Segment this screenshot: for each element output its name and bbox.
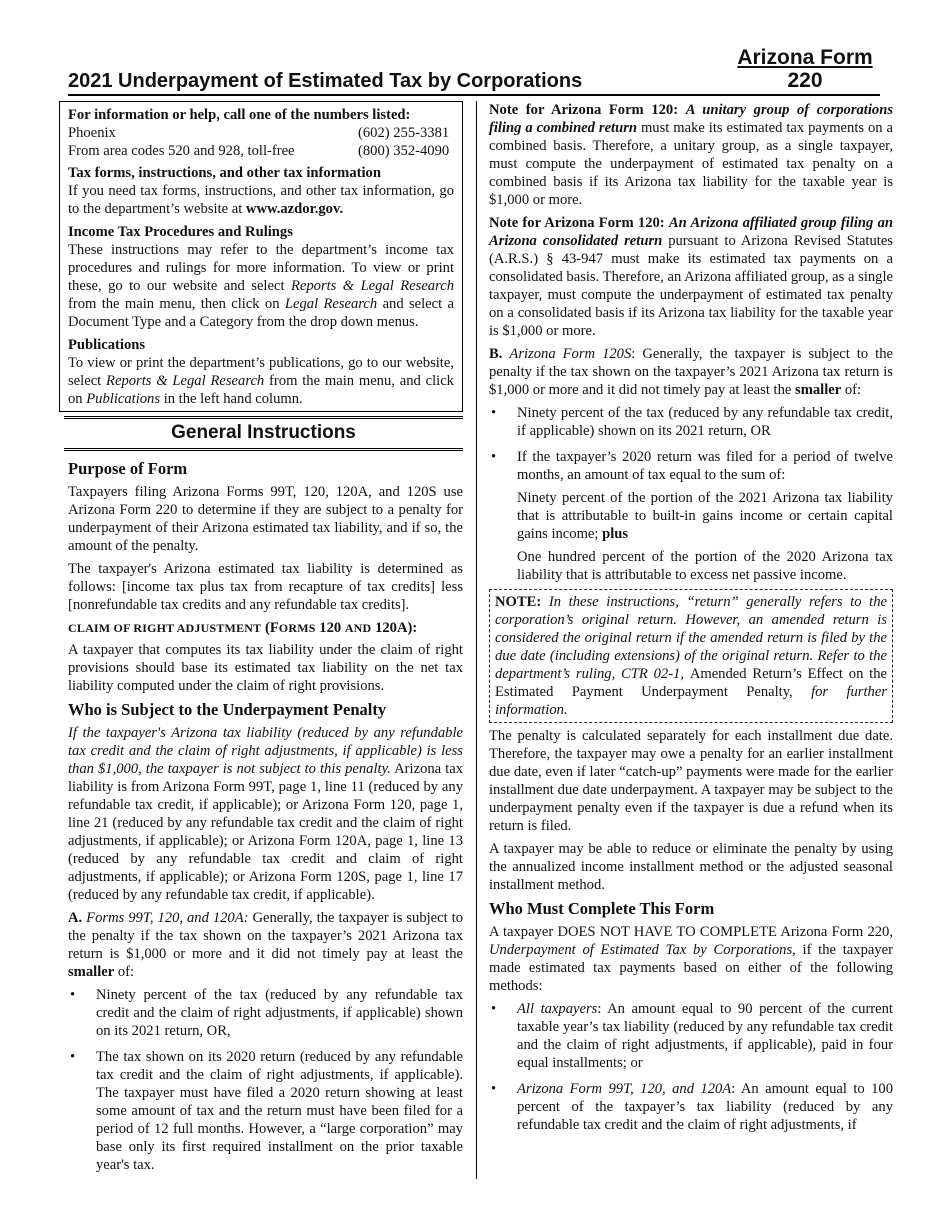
phone-number: (800) 352-4090 bbox=[358, 143, 450, 159]
bullet-icon: • bbox=[491, 1001, 497, 1017]
form-id-line1: Arizona Form bbox=[737, 46, 873, 69]
section-b-text: B. Arizona Form 120S: Generally, the taxpayer is subject to the penalty if the tax shown on the taxpayer’s 2021 Arizona tax return is $1,000 or more and it did not timely pay at least the smaller of: bbox=[489, 346, 893, 398]
who-complete-text: A taxpayer DOES NOT HAVE TO COMPLETE Arizona Form 220, Underpayment of Estimated Tax by Corporations, if the taxpayer made estimated tax payments based on either of the following methods: bbox=[489, 924, 893, 994]
bullet-icon: • bbox=[491, 1081, 497, 1097]
list-item: • The tax shown on its 2020 return (reduced by any refundable tax credit and the claim of right adjustments, if applicable). The taxpayer must have filed a 2020 return showing at least some amount of tax and the return must have been filed for a period of 12 full months. However, a “large corporation” may base only its first required installment on the prior taxable year's tax. bbox=[70, 1049, 463, 1173]
phone-number: (602) 255-3381 bbox=[358, 125, 450, 141]
forms-text: If you need tax forms, instructions, and other tax information, go to the department’s website at www.azdor.gov. bbox=[68, 183, 454, 217]
list-item: • Arizona Form 99T, 120, and 120A: An amount equal to 100 percent of the taxpayer’s tax liability (reduced by any refundable tax credit and the claim of right adjustments, if bbox=[491, 1081, 894, 1133]
list-item: • All taxpayers: An amount equal to 90 percent of the current taxable year’s tax liability (reduced by any refundable tax credit and the claim of right adjustments, if applicable), paid in four equal installments; or bbox=[491, 1001, 893, 1071]
penalty-paragraph: A taxpayer may be able to reduce or eliminate the penalty by using the annualized income installment method or the adjusted seasonal installment method. bbox=[489, 841, 893, 893]
right-column bbox=[489, 101, 893, 1142]
section-a-text: A. Forms 99T, 120, and 120A: Generally, the taxpayer is subject to the penalty if the tax shown on the taxpayer’s 2021 Arizona tax return is $1,000 or more and it did not timely pay at least the smaller of: bbox=[68, 910, 463, 980]
bullet-icon: • bbox=[70, 987, 76, 1003]
column-divider bbox=[476, 101, 477, 1179]
who-subject-text: If the taxpayer's Arizona tax liability (reduced by any refundable tax credit and the claim of right adjustments, if applicable) is less than $1,000, the taxpayer is not subject to this penalty. Arizona tax liability is from Arizona Form 99T, page 1, line 11 (reduced by any refundable tax credit, if applicable); or Arizona Form 120, page 1, line 21 (reduced by any refundable tax credit and the claim of right adjustments, if applicable); or Arizona Form 120A, page 1, line 13 (reduced by any refundable tax credit and claim of right adjustments, if applicable); or Arizona Form 120S, page 1, line 17 (reduced by any refundable tax credit, if applicable). bbox=[68, 725, 464, 903]
note-form120-combined: Note for Arizona Form 120: A unitary group of corporations filing a combined return must make its estimated tax payments on a combined basis. Therefore, a unitary group, as a single taxpayer, must compute the underpayment of estimated tax penalty on a combined basis if its Arizona tax liability for the taxable year is $1,000 or more. bbox=[489, 102, 894, 208]
claim-text: A taxpayer that computes its tax liability under the claim of right provisions should base its estimated tax liability on the net tax liability computed under the claim of right provisions. bbox=[68, 642, 463, 694]
phone-label: Phoenix bbox=[68, 125, 116, 141]
penalty-paragraph: The penalty is calculated separately for each installment due date. Therefore, the taxpayer may owe a penalty for an earlier installment due date, even if later “catch-up” payments were made for the earlier installment due date underpayment. A taxpayer may be subject to the underpayment penalty even if the taxpayer is due a refund when its return is filed. bbox=[489, 728, 893, 834]
who-complete-heading: Who Must Complete This Form bbox=[489, 899, 715, 918]
procedures-text: These instructions may refer to the department’s income tax procedures and rulings for more information. To view or print these, go to our website and select Reports & Legal Research from the main menu, then click on Legal Research and select a Document Type and a Category from the drop down menus. bbox=[68, 242, 455, 330]
procedures-heading: Income Tax Procedures and Rulings bbox=[68, 224, 293, 240]
who-subject-heading: Who is Subject to the Underpayment Penalty bbox=[68, 700, 387, 719]
phone-label: From area codes 520 and 928, toll-free bbox=[68, 143, 295, 159]
purpose-paragraph: The taxpayer's Arizona estimated tax liability is determined as follows: [income tax plus tax from recapture of tax credits] less [nonrefundable tax credits and any refundable tax credits]. bbox=[68, 561, 463, 613]
list-item: • Ninety percent of the tax (reduced by any refundable tax credit and the claim of right adjustments, if applicable) shown on its 2021 return, OR, bbox=[70, 987, 463, 1039]
website-link[interactable]: www.azdor.gov. bbox=[245, 201, 344, 217]
bullet-icon: • bbox=[70, 1049, 76, 1065]
left-column bbox=[59, 101, 463, 1182]
publications-heading: Publications bbox=[68, 337, 146, 353]
note-box: NOTE: In these instructions, “return” generally refers to the corporation’s original return. However, an amended return is considered the original return if the amended return is filed by the due date (including extensions) of the original return. Refer to the department’s ruling, CTR 02-1, Amended Return’s Effect on the Estimated Payment Underpayment Penalty, for further information. bbox=[489, 589, 893, 723]
section-b-list bbox=[489, 404, 893, 484]
bullet-icon: • bbox=[491, 449, 497, 465]
page-title: 2021 Underpayment of Estimated Tax by Corporations bbox=[68, 70, 880, 96]
list-item: • If the taxpayer’s 2020 return was filed for a period of twelve months, an amount of tax equal to the sum of: bbox=[491, 449, 893, 483]
info-box bbox=[59, 101, 463, 412]
section-a-list bbox=[68, 986, 463, 1174]
help-heading: For information or help, call one of the numbers listed: bbox=[68, 107, 411, 123]
phone-row bbox=[68, 124, 454, 142]
who-complete-list bbox=[489, 1000, 893, 1134]
phone-row bbox=[68, 142, 454, 160]
note-form120-consolidated: Note for Arizona Form 120: An Arizona affiliated group filing an Arizona consolidated return pursuant to Arizona Revised Statutes (A.R.S.) § 43-947 must make its estimated tax payments on a consolidated basis. Therefore, an Arizona affiliated group, as a single taxpayer, must compute the underpayment of estimated tax penalty on a consolidated basis if its Arizona tax liability for the taxable year is $1,000 or more. bbox=[489, 215, 893, 339]
publications-text: To view or print the department’s publications, go to our website, select Reports & Legal Research from the main menu, and click on Publications in the left hand column. bbox=[68, 355, 454, 407]
purpose-paragraph: Taxpayers filing Arizona Forms 99T, 120, 120A, and 120S use Arizona Form 220 to determine if they are subject to a penalty for underpayment of their Arizona estimated tax liability, and if so, the amount of the penalty. bbox=[68, 484, 463, 554]
purpose-heading: Purpose of Form bbox=[68, 459, 188, 478]
list-item: • Ninety percent of the tax (reduced by any refundable tax credit, if applicable) shown on its 2021 return, OR bbox=[491, 405, 893, 439]
bullet-icon: • bbox=[491, 405, 497, 421]
section-b-sub-item: Ninety percent of the portion of the 2021 Arizona tax liability that is attributable to built-in gains income or certain capital gains income; plus bbox=[517, 490, 893, 542]
general-instructions-heading: General Instructions bbox=[64, 416, 463, 451]
form-id-line2: 220 bbox=[787, 69, 823, 92]
forms-heading: Tax forms, instructions, and other tax information bbox=[68, 165, 381, 181]
left-body bbox=[59, 459, 463, 1174]
section-b-sub-item: One hundred percent of the portion of the 2020 Arizona tax liability that is attributable to excess net passive income. bbox=[517, 549, 893, 583]
claim-heading: CLAIM OF RIGHT ADJUSTMENT (FORMS 120 AND 120A): bbox=[68, 620, 418, 636]
